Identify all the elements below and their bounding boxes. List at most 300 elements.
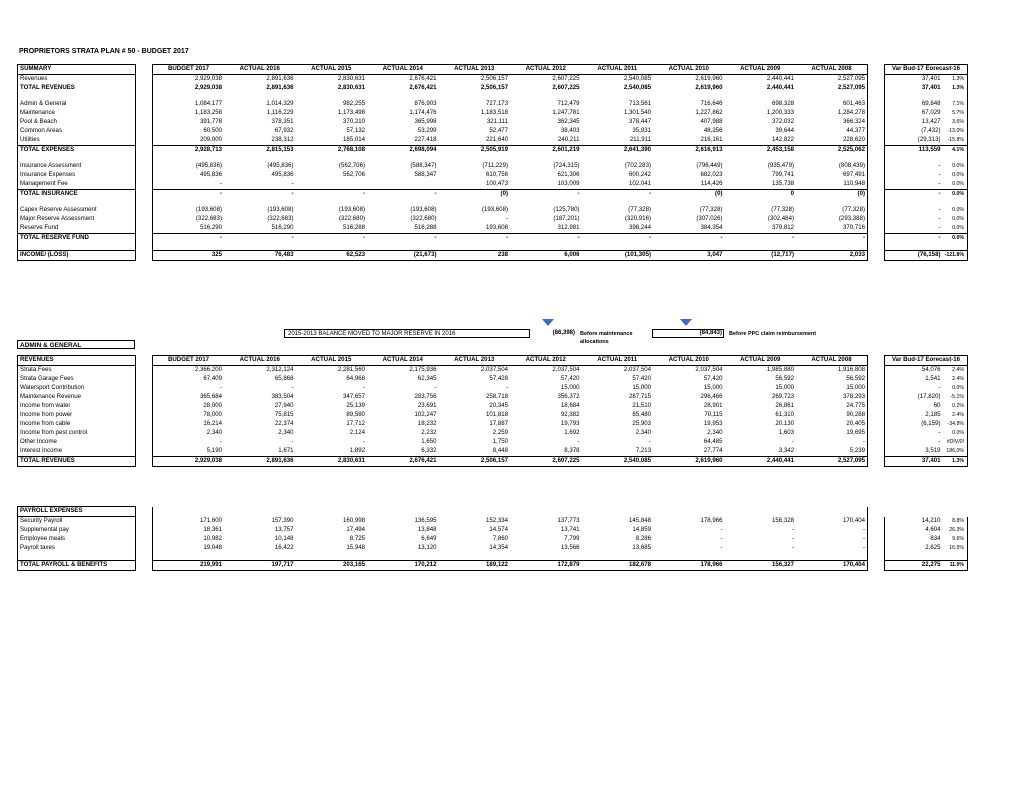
value-cell: 1,892 bbox=[349, 447, 365, 455]
variance-cell: - bbox=[885, 180, 943, 190]
value-cell: - bbox=[720, 526, 723, 534]
value-cell: - bbox=[291, 180, 294, 188]
value-cell: - bbox=[505, 215, 508, 223]
table-row bbox=[18, 215, 968, 224]
value-cell: 2,340 bbox=[707, 429, 723, 437]
value-cell: 18,232 bbox=[417, 420, 437, 428]
column-header: ACTUAL 2009 bbox=[725, 356, 797, 366]
value-cell bbox=[224, 553, 296, 561]
table-row bbox=[18, 544, 968, 553]
value-cell: 2,616,913 bbox=[653, 146, 725, 156]
value-cell bbox=[725, 155, 797, 162]
gap-cell bbox=[136, 234, 153, 244]
value-cell bbox=[439, 199, 511, 206]
variance-cell: - bbox=[885, 234, 943, 244]
value-cell: 76,483 bbox=[224, 251, 296, 261]
value-cell: (322,683) bbox=[267, 215, 294, 223]
table-row bbox=[18, 206, 968, 215]
value-cell: 221,640 bbox=[485, 136, 508, 144]
gap-cell bbox=[868, 438, 885, 447]
gap-cell bbox=[136, 93, 153, 100]
gap-cell bbox=[136, 180, 153, 190]
value-cell: 2,768,108 bbox=[296, 146, 368, 156]
arrow-down-icon bbox=[542, 319, 554, 326]
variance-pct-cell: 0.0% bbox=[943, 180, 968, 190]
value-cell: 621,306 bbox=[557, 171, 580, 179]
value-cell: 136,595 bbox=[414, 517, 437, 525]
gap-cell bbox=[136, 544, 153, 553]
value-cell: 2,830,631 bbox=[337, 75, 365, 83]
value-cell: 2,815,153 bbox=[224, 146, 296, 156]
value-cell: 13,757 bbox=[274, 526, 294, 534]
table-row bbox=[18, 402, 968, 411]
value-cell: 378,447 bbox=[628, 118, 651, 126]
value-cell: 16,422 bbox=[274, 544, 294, 552]
variance-pct-cell: 0.2% bbox=[943, 402, 968, 411]
variance-pct-cell: 1.3% bbox=[943, 75, 968, 85]
value-cell: 296,466 bbox=[700, 393, 723, 401]
value-cell: (193,608) bbox=[153, 206, 225, 215]
column-header: ACTUAL 2013 bbox=[439, 65, 511, 75]
value-cell: 562,706 bbox=[342, 171, 365, 179]
value-cell: 1,692 bbox=[564, 429, 580, 437]
value-cell: 211,911 bbox=[629, 136, 651, 144]
row-label: Insurance Expenses bbox=[18, 171, 136, 180]
value-cell: 52,477 bbox=[489, 127, 508, 135]
value-cell: 384,354 bbox=[700, 224, 723, 232]
value-cell: 57,428 bbox=[489, 375, 508, 383]
row-label: Insurance Assessment bbox=[18, 162, 136, 171]
row-label: Income from cable bbox=[18, 420, 136, 429]
value-cell: 1,084,177 bbox=[153, 100, 225, 109]
value-cell: 716,646 bbox=[700, 100, 723, 108]
variance-pct-cell: 2.4% bbox=[943, 375, 968, 384]
value-cell: 170,404 bbox=[796, 517, 868, 527]
variance-cell: 67,029 bbox=[885, 109, 943, 118]
value-cell: 2,607,225 bbox=[552, 84, 580, 92]
value-cell: 2,175,936 bbox=[409, 366, 437, 374]
variance-cell: - bbox=[885, 162, 943, 171]
value-cell bbox=[582, 199, 654, 206]
variance-pct-cell: 9.6% bbox=[943, 535, 968, 544]
table-row bbox=[18, 526, 968, 535]
gap-cell bbox=[136, 535, 153, 544]
value-cell: 19,048 bbox=[153, 544, 225, 553]
value-cell: 1,174,476 bbox=[409, 109, 437, 117]
value-cell: 67,409 bbox=[153, 375, 225, 384]
value-cell: 13,848 bbox=[417, 526, 437, 534]
gap-cell bbox=[868, 429, 885, 438]
value-cell: 240,211 bbox=[557, 136, 580, 144]
value-cell: 171,600 bbox=[153, 517, 225, 527]
value-cell: 21,510 bbox=[632, 402, 651, 410]
table-row bbox=[18, 75, 968, 85]
value-cell: 2,928,713 bbox=[153, 146, 225, 156]
value-cell bbox=[796, 243, 868, 251]
row-label: TOTAL REVENUES bbox=[18, 84, 136, 93]
value-cell: 13,120 bbox=[417, 544, 437, 552]
value-cell: 178,966 bbox=[653, 561, 725, 571]
value-cell: 378,293 bbox=[796, 393, 868, 402]
value-cell: 57,420 bbox=[703, 375, 723, 383]
gap-cell bbox=[868, 84, 885, 93]
value-cell: 18,684 bbox=[560, 402, 580, 410]
value-cell: 2,619,960 bbox=[695, 75, 723, 83]
value-cell: (307,026) bbox=[696, 215, 723, 223]
value-cell: 516,290 bbox=[153, 224, 225, 234]
variance-cell: 1,541 bbox=[885, 375, 943, 384]
variance-pct-cell: 0.0% bbox=[943, 206, 968, 215]
value-cell bbox=[439, 553, 511, 561]
value-cell: - bbox=[582, 234, 654, 244]
variance-cell: (17,820) bbox=[885, 393, 943, 402]
value-cell: 62,523 bbox=[296, 251, 368, 261]
variance-cell: 4,604 bbox=[885, 526, 943, 535]
value-cell: 2,891,636 bbox=[224, 457, 296, 467]
value-cell: 203,165 bbox=[296, 561, 368, 571]
value-cell: (588,347) bbox=[410, 162, 437, 170]
admin-revenues-table bbox=[17, 355, 968, 467]
value-cell: - bbox=[291, 438, 294, 446]
row-label: Security Payroll bbox=[18, 517, 136, 527]
value-cell: 516,290 bbox=[271, 224, 294, 232]
value-cell: 65,868 bbox=[274, 375, 294, 383]
value-cell: - bbox=[796, 438, 868, 447]
value-cell bbox=[582, 93, 654, 100]
value-cell: (77,328) bbox=[699, 206, 723, 214]
column-header: BUDGET 2017 bbox=[153, 65, 225, 75]
value-cell: (101,305) bbox=[582, 251, 654, 261]
variance-cell bbox=[885, 155, 943, 162]
table-row bbox=[18, 162, 968, 171]
value-cell bbox=[367, 180, 439, 190]
variance-pct-cell: 0.0% bbox=[943, 429, 968, 438]
value-cell: 28,901 bbox=[703, 402, 723, 410]
table-row bbox=[18, 190, 968, 200]
value-cell: 2,281,560 bbox=[337, 366, 365, 374]
value-cell: 14,859 bbox=[632, 526, 651, 534]
gap-cell bbox=[868, 206, 885, 215]
summary-table bbox=[17, 64, 968, 261]
value-cell: 2,619,960 bbox=[653, 457, 725, 467]
section-header: REVENUES bbox=[18, 356, 136, 366]
value-cell: 103,009 bbox=[557, 180, 580, 188]
column-header: ACTUAL 2016 bbox=[224, 356, 296, 366]
variance-pct-cell: 0.0% bbox=[943, 384, 968, 393]
section-header: PAYROLL EXPENSES bbox=[18, 507, 136, 517]
value-cell: 28,000 bbox=[153, 402, 225, 411]
variance-cell: - bbox=[885, 224, 943, 234]
gap-cell bbox=[136, 109, 153, 118]
value-cell: 2,891,636 bbox=[266, 84, 294, 92]
variance-pct-cell: 1.3% bbox=[943, 457, 968, 467]
value-cell: 698,328 bbox=[771, 100, 794, 108]
gap-cell bbox=[868, 155, 885, 162]
column-header bbox=[367, 507, 439, 517]
value-cell: - bbox=[362, 384, 365, 392]
value-cell: 2,259 bbox=[492, 429, 508, 437]
gap-cell bbox=[868, 561, 885, 571]
value-cell: 17,887 bbox=[489, 420, 508, 428]
value-cell: 137,773 bbox=[557, 517, 580, 525]
variance-cell: - bbox=[885, 384, 943, 393]
variance-cell: (6,159) bbox=[885, 420, 943, 429]
value-cell: 600,242 bbox=[628, 171, 651, 179]
row-label: Reserve Fund bbox=[18, 224, 136, 234]
gap-cell bbox=[136, 155, 153, 162]
value-cell bbox=[153, 155, 225, 162]
value-cell: 1,284,278 bbox=[796, 109, 868, 118]
value-cell: - bbox=[648, 438, 651, 446]
value-cell bbox=[296, 155, 368, 162]
arrow-down-icon bbox=[680, 319, 692, 326]
gap-cell bbox=[136, 127, 153, 136]
row-label: TOTAL PAYROLL & BENEFITS bbox=[18, 561, 136, 571]
row-label: Common Areas bbox=[18, 127, 136, 136]
value-cell: - bbox=[582, 190, 654, 200]
variance-cell: - bbox=[885, 171, 943, 180]
value-cell: (293,388) bbox=[796, 215, 868, 224]
value-cell: 3,047 bbox=[653, 251, 725, 261]
value-cell: (808,439) bbox=[796, 162, 868, 171]
column-header: ACTUAL 2012 bbox=[510, 65, 582, 75]
row-label: TOTAL RESERVE FUND bbox=[18, 234, 136, 244]
value-cell: 2,453,158 bbox=[725, 146, 797, 156]
value-cell bbox=[796, 155, 868, 162]
gap-cell bbox=[868, 366, 885, 376]
variance-cell: 60 bbox=[885, 402, 943, 411]
value-cell: 102,247 bbox=[414, 411, 437, 419]
value-cell: - bbox=[796, 234, 868, 244]
column-header: ACTUAL 2012 bbox=[510, 356, 582, 366]
row-label: Admin & General bbox=[18, 100, 136, 109]
gap-cell bbox=[868, 356, 885, 366]
value-cell bbox=[796, 553, 868, 561]
gap-cell bbox=[868, 251, 885, 261]
table-row bbox=[18, 84, 968, 93]
value-cell: 18,361 bbox=[153, 526, 225, 535]
column-header: ACTUAL 2008 bbox=[796, 356, 868, 366]
gap-cell bbox=[136, 393, 153, 402]
value-cell: 57,132 bbox=[346, 127, 365, 135]
value-cell: - bbox=[362, 438, 365, 446]
value-cell: 62,345 bbox=[417, 375, 437, 383]
value-cell: - bbox=[791, 438, 794, 446]
header-row bbox=[18, 507, 968, 517]
variance-cell: - bbox=[885, 206, 943, 215]
value-cell: 57,420 bbox=[632, 375, 651, 383]
value-cell: 2,929,038 bbox=[153, 84, 225, 93]
variance-pct-cell: 2.4% bbox=[943, 411, 968, 420]
gap-cell bbox=[868, 109, 885, 118]
variance-cell: 69,848 bbox=[885, 100, 943, 109]
gap-cell bbox=[136, 526, 153, 535]
value-cell: (77,328) bbox=[628, 206, 651, 214]
value-cell: 6,649 bbox=[421, 535, 437, 543]
value-cell: 1,173,498 bbox=[337, 109, 365, 117]
var-header: Var Bud-17 Eorecast-16 bbox=[885, 65, 968, 75]
value-cell: 13,741 bbox=[560, 526, 580, 534]
variance-pct-cell: 0.0% bbox=[943, 162, 968, 171]
variance-cell: 37,401 bbox=[885, 75, 943, 85]
gap-cell bbox=[136, 420, 153, 429]
value-cell: 2,440,441 bbox=[725, 457, 797, 467]
gap-cell bbox=[868, 127, 885, 136]
value-cell bbox=[582, 553, 654, 561]
section-header: SUMMARY bbox=[18, 65, 136, 75]
table-row bbox=[18, 180, 968, 190]
variance-pct-cell: #DIV/0! bbox=[943, 438, 968, 447]
value-cell: 2,037,504 bbox=[695, 366, 723, 374]
gap-cell bbox=[136, 146, 153, 156]
value-cell: (0) bbox=[796, 190, 868, 200]
gap-cell bbox=[136, 457, 153, 467]
row-label: Capex Reserve Assessment bbox=[18, 206, 136, 215]
value-cell: 1,014,329 bbox=[266, 100, 294, 108]
value-cell: 383,504 bbox=[271, 393, 294, 401]
row-label: Pool & Beach bbox=[18, 118, 136, 127]
value-cell: 57,420 bbox=[560, 375, 580, 383]
value-cell: 60,500 bbox=[153, 127, 225, 136]
variance-pct-cell: 5.7% bbox=[943, 109, 968, 118]
value-cell bbox=[153, 199, 225, 206]
value-cell: 20,405 bbox=[796, 420, 868, 429]
value-cell: - bbox=[296, 190, 368, 200]
gap-cell bbox=[868, 402, 885, 411]
value-cell: 372,032 bbox=[771, 118, 794, 126]
value-cell: - bbox=[510, 234, 582, 244]
gap-cell bbox=[136, 402, 153, 411]
value-cell: 19,953 bbox=[703, 420, 723, 428]
value-cell: 347,657 bbox=[342, 393, 365, 401]
table-row bbox=[18, 411, 968, 420]
value-cell: 2,232 bbox=[421, 429, 437, 437]
value-cell bbox=[224, 243, 296, 251]
row-label bbox=[18, 553, 136, 561]
value-cell: 379,812 bbox=[771, 224, 794, 232]
value-cell: 2,641,390 bbox=[582, 146, 654, 156]
value-cell: 39,644 bbox=[775, 127, 794, 135]
value-cell: 2,366,200 bbox=[153, 366, 225, 376]
value-cell bbox=[296, 243, 368, 251]
value-cell: 283,756 bbox=[414, 393, 437, 401]
variance-cell bbox=[885, 93, 943, 100]
value-cell: 157,390 bbox=[271, 517, 294, 525]
value-cell: - bbox=[791, 535, 794, 543]
variance-pct-cell bbox=[943, 93, 968, 100]
row-label: Watersport Contribution bbox=[18, 384, 136, 393]
gap-cell bbox=[136, 553, 153, 561]
gap-cell bbox=[868, 384, 885, 393]
value-cell: 19,793 bbox=[560, 420, 580, 428]
variance-pct-cell: 7.1% bbox=[943, 100, 968, 109]
variance-pct-cell: 0.0% bbox=[943, 190, 968, 200]
value-cell: 2,312,124 bbox=[266, 366, 294, 374]
value-cell: 17,494 bbox=[346, 526, 365, 534]
value-cell: - bbox=[153, 234, 225, 244]
variance-pct-cell bbox=[943, 243, 968, 251]
value-cell: 876,903 bbox=[414, 100, 437, 108]
value-cell: 1,247,781 bbox=[552, 109, 580, 117]
table-row bbox=[18, 438, 968, 447]
table-row bbox=[18, 118, 968, 127]
value-cell bbox=[224, 155, 296, 162]
value-cell: 366,324 bbox=[796, 118, 868, 127]
value-cell: 216,161 bbox=[700, 136, 723, 144]
table-row bbox=[18, 93, 968, 100]
column-header: ACTUAL 2008 bbox=[796, 65, 868, 75]
table-row bbox=[18, 375, 968, 384]
header-row bbox=[18, 65, 968, 75]
gap-cell bbox=[136, 190, 153, 200]
gap-cell bbox=[868, 118, 885, 127]
value-cell: 2,037,504 bbox=[552, 366, 580, 374]
value-cell: 238,312 bbox=[271, 136, 294, 144]
value-cell: 2,540,085 bbox=[623, 84, 651, 92]
value-cell: 2,124 bbox=[349, 429, 365, 437]
value-cell: 70,115 bbox=[704, 411, 723, 419]
gap-cell bbox=[136, 384, 153, 393]
value-cell: - bbox=[434, 384, 437, 392]
value-cell: 1,116,229 bbox=[266, 109, 294, 117]
value-cell: 2,527,095 bbox=[796, 84, 868, 93]
value-cell: - bbox=[153, 190, 225, 200]
value-cell: 1,985,880 bbox=[766, 366, 794, 374]
value-cell: 100,473 bbox=[485, 180, 508, 188]
column-header: ACTUAL 2015 bbox=[296, 65, 368, 75]
variance-pct-cell bbox=[943, 553, 968, 561]
column-header bbox=[439, 507, 511, 517]
gap-cell bbox=[868, 199, 885, 206]
table-row bbox=[18, 146, 968, 156]
gap-cell bbox=[136, 75, 153, 85]
variance-pct-cell bbox=[943, 199, 968, 206]
value-cell: 0 bbox=[725, 190, 797, 200]
value-cell: 38,403 bbox=[560, 127, 580, 135]
value-cell: (193,608) bbox=[338, 206, 365, 214]
value-cell: (724,315) bbox=[553, 162, 580, 170]
gap-cell bbox=[868, 146, 885, 156]
column-header: BUDGET 2017 bbox=[153, 356, 225, 366]
value-cell bbox=[224, 93, 296, 100]
value-cell: (125,780) bbox=[553, 206, 580, 214]
gap-cell bbox=[136, 356, 153, 366]
value-cell: (495,836) bbox=[153, 162, 225, 171]
value-cell bbox=[796, 199, 868, 206]
value-cell: 2,676,421 bbox=[409, 75, 437, 83]
gap-cell bbox=[136, 375, 153, 384]
value-cell: 2,607,225 bbox=[510, 457, 582, 467]
value-cell: 228,620 bbox=[796, 136, 868, 146]
value-cell: - bbox=[367, 190, 439, 200]
value-cell: 8,725 bbox=[349, 535, 365, 543]
value-cell: 2,540,085 bbox=[623, 75, 651, 83]
value-cell: 227,418 bbox=[414, 136, 437, 144]
value-cell bbox=[796, 93, 868, 100]
gap-cell bbox=[136, 84, 153, 93]
value-cell bbox=[439, 243, 511, 251]
table-row bbox=[18, 171, 968, 180]
balance-value-1: (86,398) bbox=[552, 330, 575, 336]
value-cell: (322,683) bbox=[153, 215, 225, 224]
value-cell: 727,173 bbox=[485, 100, 508, 108]
variance-cell: 13,427 bbox=[885, 118, 943, 127]
value-cell: - bbox=[796, 526, 868, 535]
row-label bbox=[18, 243, 136, 251]
table-row bbox=[18, 517, 968, 527]
var-header: Var Bud-17 Eorecast-16 bbox=[885, 356, 968, 366]
value-cell: 516,288 bbox=[414, 224, 437, 232]
